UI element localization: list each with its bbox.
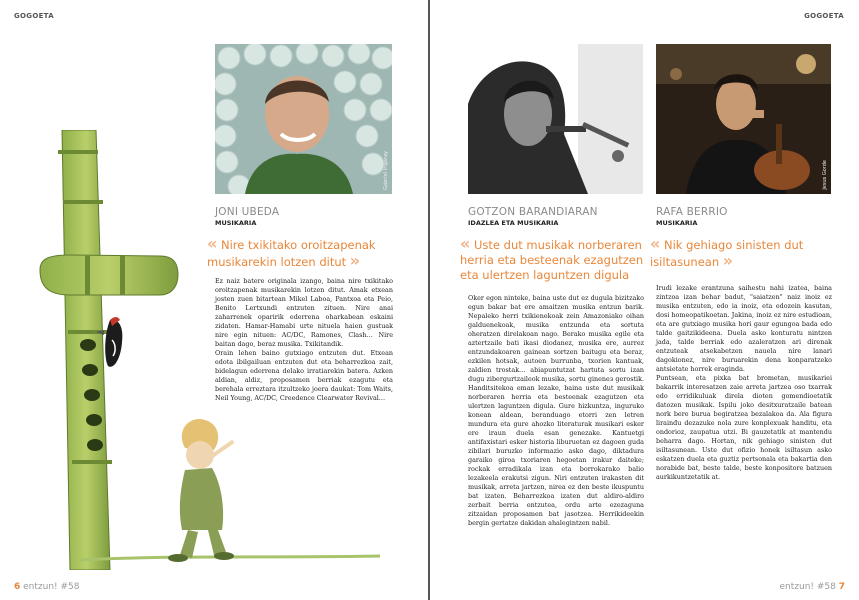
pull-quote-text: Uste dut musikak norberaren herria eta besteenak ezagutzen eta ulertzen laguntzen digula — [460, 238, 644, 282]
section-label: GOGOETA — [804, 12, 844, 20]
profile-name: GOTZON BARANDIARAN — [468, 206, 598, 218]
pull-quote — [460, 236, 650, 283]
section-label: GOGOETA — [14, 12, 54, 20]
page-number: 7 — [838, 582, 845, 592]
left-page — [0, 0, 428, 600]
profile-role: IDAZLEA ETA MUSIKARIA — [468, 219, 559, 227]
profile-role: MUSIKARIA — [656, 219, 698, 227]
profile-role: MUSIKARIA — [215, 219, 257, 227]
quote-close-icon: » — [349, 251, 361, 270]
page-number: 6 — [14, 582, 21, 592]
quote-open-icon: « — [460, 234, 471, 253]
body-paragraph: Orain lehen baino gutxiago entzuten dut. Etxean edota ibilgailuan entzuten dut eta beharrezkoa zait, bidelagun ederrena delako irratiarekin batera. Azken aldian, aldiz, proposamen berriak ezagutu eta berehala erreztara itzultzeko joera daukat: Tom Waits, Neil Young, AC/DC, Creedence Clearwater Revival… — [215, 349, 393, 402]
quote-close-icon: » — [722, 251, 734, 270]
photo-credit: Gabriel Irigaray — [383, 151, 389, 190]
page-folio — [780, 582, 846, 592]
pull-quote-text: Nik gehiago sinisten dut isiltasunean — [650, 238, 804, 269]
page-folio — [14, 582, 80, 592]
article-body — [468, 294, 644, 528]
photo-credit: Jesus Gorde — [822, 160, 828, 190]
quote-open-icon: « — [650, 234, 661, 253]
pull-quote-text: Nire txikitako oroitzapenak musikarekin lotzen ditut — [207, 238, 376, 269]
pull-quote — [207, 236, 407, 270]
profile-name: JONI UBEDA — [215, 206, 280, 218]
body-paragraph: Puntsean, eta pixka bat brometan, musikariei bakarrik interesatzen zaie arreta jartzea oso txarrak edo erridikuluak direla dioten gomendioetatik datozen musikak. Ispilu joko desitxuratzaile batean nork bere burua begiratzea bezalakoa da. Ala figura lirainđu dezazuke nola zure konplexuak handitu, eta ondorioz, zaupatua utzi. Bi gauzetatik at mantendu beharra dago. Hortan, nik gehiago sinisten dut isiltasunean. Uste dut ofizio honek isiltasun asko eskatzen duela eta guztiz pertsonala eta bakartia den norabide bat, beste talde, beste konpositore batzuen aurkikuntzetatik at. — [656, 374, 832, 481]
magazine-issue: entzun! #58 — [20, 582, 80, 592]
profile-name: RAFA BERRIO — [656, 206, 728, 218]
body-paragraph: Irudi lezake erantzuna saihestu nahi izatea, baina zintzoa izan behar badut, "saiatzen" naiz inoiz ez musika entzuten, edo ia inoiz, eta edozein kasutan, dosi homeopatikoetan. Jakina, inoiz ez nire estudioan, eta are gutxiago musika hori gaur egungoa bada edo talde gaitzikideena. Duela asko konturatu nintzen jada, talde berriak edo azaleratzen ari direnak entzuteak atsekabetzen nauela nire lanari dagokionez, nire buruarekin dena konparatzeko antsietate horrek eraginda. — [656, 284, 832, 373]
rafa-berrio-photo — [656, 44, 831, 194]
body-paragraph: Ez naiz batere originala izango, baina nire txikitako oroitzapenak musikarekin lotzen ditut. Amak etxean josten zuen bitartean Mikel Laboa, Pantxoa eta Peio, Benito Lertxundi entzuten zituen. Nire anai zaharrenek oparirik ederrena oharkabean eskaini zidaten. Hamar-Hamabi urte nituela haien gustuak nire egin nituen: AC/DC, Ramones, Clash… Nire baitan dago, beraz musika. Txikitandik. — [215, 277, 393, 348]
boy-playing-flute-icon — [168, 419, 235, 562]
right-page — [430, 0, 859, 600]
body-paragraph: Oker egon ninteke, baina uste dut ez dugula bizitzako egun bakar bat ere amaitzen musika entzun barik. Nepaleko herri txikienekoak zein Amazoniako oihan galduenekoak, musika entzunda eta sortuta oheratzen direlakoan nago. Berako musika egile eta aztertzaile bati ikasi diodanez, musika ere, aurrez entzundakoaren gainean sortzen baitugu eta beraz, ezkilen hotsak, autoen burrunba, txorien kantuak, zaldien trostak… abiapuntutzat hartuta sortu izan dugu zibergurtzaileok musika, sortu gineneз gerostik. Handitsitekoa eman lezake, baina uste dut musikak norberaren herria eta besteenak ezagutzen eta ulertzen laguntzen digula. Gure hizkuntza, inguruko konean aldean, beranduago etorri zen letren mundura eta gure ahozko literaturak musikari esker ere iraun duela esan genezake. Kantuetgi antifaxistari esker historia liburuetan ez dagoen guda zibilari buruzko informazio asko dago, diktadura garaiko giroa txoriaren hegoetan irakur daiteke; rockak erradikala izan eta borrokarako balio lezakeela erakutsi zigun. Niri entzuten irakasten dit musikak, arreta jartzen, nirea ez den beste ikuspuntu bat izaten. Beharrezkoa izaten dut aldiro-aldiro zerbait berria entzutea, ordu arte ezezaguna zitzaidan proposamen bat jasotzea. Herrikideekin bergin gertatze dakidan ahalegintzen nabil. — [468, 294, 644, 527]
magazine-issue: entzun! #58 — [779, 582, 839, 592]
pull-quote — [650, 236, 835, 270]
article-body — [656, 284, 832, 482]
joni-ubeda-photo — [215, 44, 392, 194]
gotzon-barandiaran-photo — [468, 44, 643, 194]
quote-open-icon: « — [207, 234, 218, 253]
article-body — [215, 277, 393, 403]
